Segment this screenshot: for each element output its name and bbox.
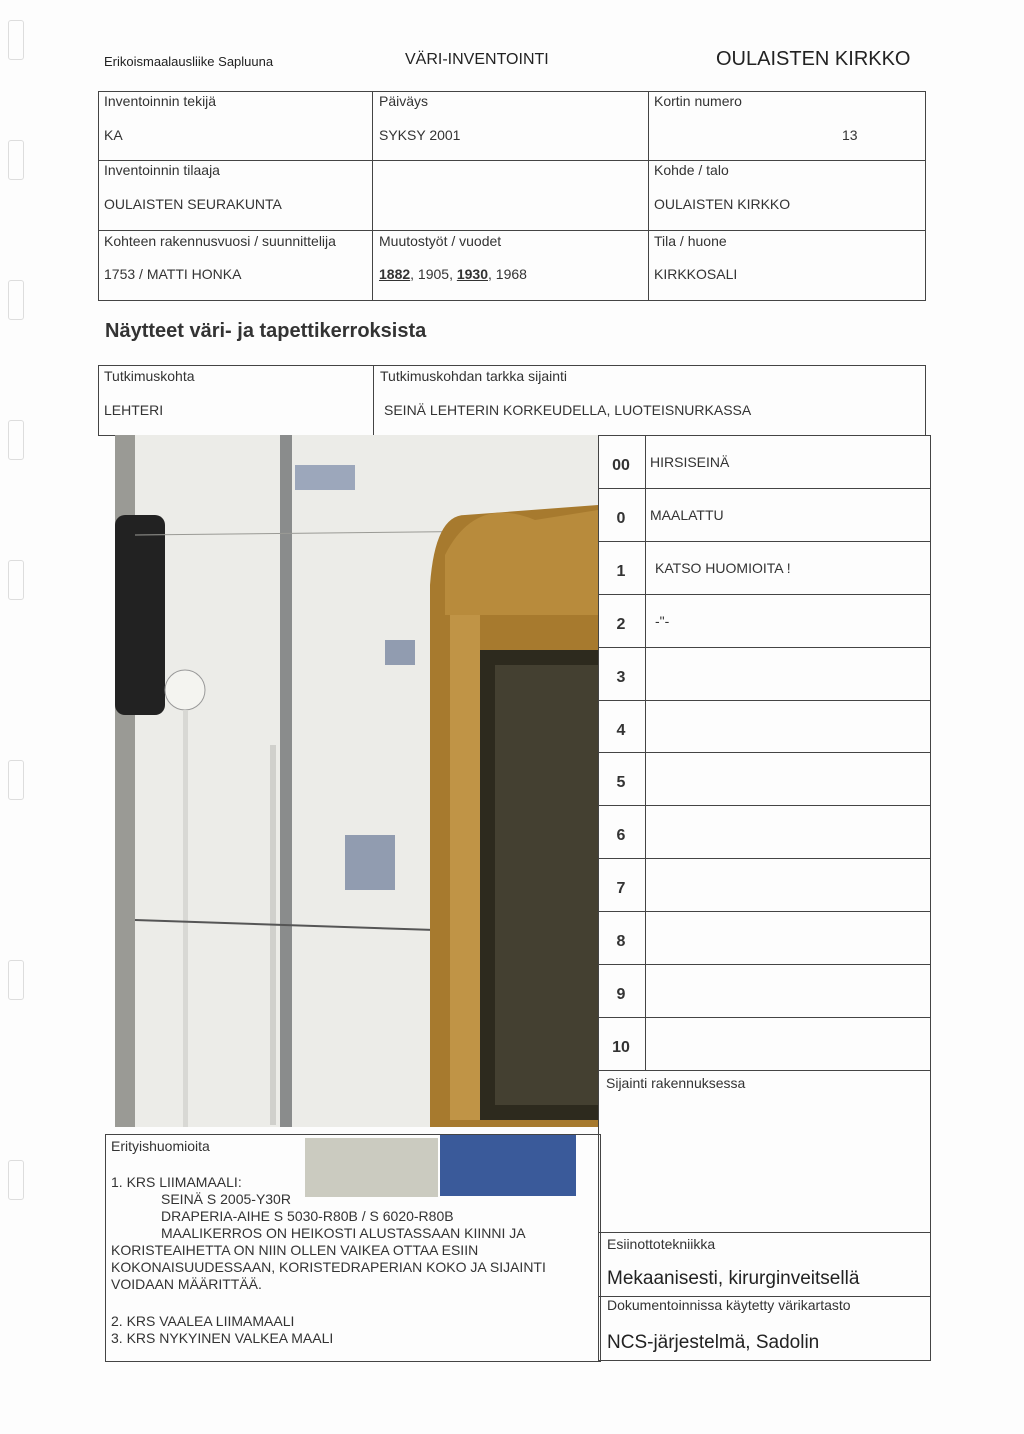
- layer-number: 0: [616, 509, 626, 527]
- layer-number: 10: [612, 1038, 630, 1056]
- layer-description: MAALATTU: [650, 506, 724, 523]
- layer-number: 1: [616, 562, 626, 580]
- changes-label: Muutostyöt / vuodet: [379, 233, 502, 249]
- layer-divider: [598, 1017, 931, 1018]
- binder-hole: [8, 140, 24, 180]
- note-line: KOKONAISUUDESSAAN, KORISTEDRAPERIAN KOKO JA SIJAINTI: [111, 1259, 546, 1275]
- layer-number: 8: [616, 933, 626, 951]
- note-line: VOIDAAN MÄÄRITTÄÄ.: [111, 1276, 262, 1292]
- object-value: OULAISTEN KIRKKO: [654, 196, 791, 212]
- layer-description: HIRSISEINÄ: [650, 454, 730, 470]
- layer-divider: [598, 752, 931, 753]
- spot-label: Tutkimuskohta: [104, 368, 195, 384]
- location-label: Tutkimuskohdan tarkka sijainti: [380, 368, 568, 384]
- company-name: Erikoismaalausliike Sapluuna: [104, 54, 274, 69]
- date-value: SYKSY 2001: [379, 127, 461, 143]
- notes-label: Erityishuomioita: [111, 1138, 210, 1154]
- section-title: Näytteet väri- ja tapettikerroksista: [105, 320, 427, 342]
- drapery-color-swatch: [440, 1135, 576, 1196]
- layer-divider: [598, 647, 931, 648]
- note-line: 2. KRS VAALEA LIIMAMAALI: [111, 1313, 295, 1329]
- layer-divider: [598, 488, 931, 489]
- layer-divider: [598, 700, 931, 701]
- inventor-value: KA: [104, 127, 123, 143]
- layer-divider: [598, 964, 931, 965]
- client-label: Inventoinnin tilaaja: [104, 162, 220, 178]
- layer-divider: [598, 805, 931, 806]
- layer-divider: [598, 911, 931, 912]
- binder-hole: [8, 760, 24, 800]
- location-value: SEINÄ LEHTERIN KORKEUDELLA, LUOTEISNURKASSA: [384, 402, 752, 418]
- changes-value: 1882, 1905, 1930, 1968: [379, 266, 527, 282]
- color-chart-label: Dokumentoinnissa käytetty värikartasto: [607, 1297, 851, 1313]
- wall-mirror-photo: [115, 435, 598, 1127]
- binder-hole: [8, 420, 24, 460]
- binder-hole: [8, 20, 24, 60]
- layer-divider: [598, 1070, 931, 1071]
- client-value: OULAISTEN SEURAKUNTA: [104, 196, 282, 212]
- layer-divider: [598, 594, 931, 595]
- binder-hole: [8, 1160, 24, 1200]
- form-title: VÄRI-INVENTOINTI: [405, 51, 549, 68]
- binder-hole: [8, 280, 24, 320]
- note-line: SEINÄ S 2005-Y30R: [161, 1191, 291, 1207]
- layer-divider: [598, 858, 931, 859]
- layer-description: -"-: [655, 612, 670, 629]
- note-line: 1. KRS LIIMAMAALI:: [111, 1174, 242, 1190]
- layer-number: 5: [616, 774, 626, 792]
- binder-hole: [8, 560, 24, 600]
- technique-label: Esiinottotekniikka: [607, 1236, 716, 1252]
- location-in-building-label: Sijainti rakennuksessa: [606, 1075, 746, 1091]
- date-label: Päiväys: [379, 93, 429, 109]
- note-line: 3. KRS NYKYINEN VALKEA MAALI: [111, 1330, 334, 1346]
- room-value: KIRKKOSALI: [654, 266, 738, 282]
- inventor-label: Inventoinnin tekijä: [104, 93, 217, 109]
- layer-number: 9: [616, 986, 626, 1003]
- built-label: Kohteen rakennusvuosi / suunnittelija: [104, 233, 336, 249]
- technique-value: Mekaanisesti, kirurginveitsellä: [607, 1268, 860, 1289]
- built-value: 1753 / MATTI HONKA: [104, 266, 242, 282]
- note-line: MAALIKERROS ON HEIKOSTI ALUSTASSAAN KIINNI JA: [161, 1225, 526, 1241]
- room-label: Tila / huone: [654, 233, 727, 249]
- sample-photo: [115, 435, 598, 1127]
- layer-number: 3: [616, 668, 626, 686]
- binder-hole: [8, 960, 24, 1000]
- layer-number: 6: [616, 827, 626, 845]
- layer-number: 00: [612, 457, 630, 474]
- object-label: Kohde / talo: [654, 162, 729, 178]
- wall-color-swatch: [305, 1138, 438, 1197]
- color-chart-value: NCS-järjestelmä, Sadolin: [607, 1332, 820, 1353]
- card-number-value: 13: [842, 127, 858, 143]
- layer-description: KATSO HUOMIOITA !: [655, 559, 791, 576]
- church-title: OULAISTEN KIRKKO: [716, 48, 911, 70]
- note-line: DRAPERIA-AIHE S 5030-R80B / S 6020-R80B: [161, 1208, 454, 1224]
- layer-number: 2: [616, 615, 626, 633]
- card-number-label: Kortin numero: [654, 93, 742, 109]
- spot-value: LEHTERI: [104, 402, 164, 418]
- layer-divider: [598, 541, 931, 542]
- note-line: KORISTEAIHETTA ON NIIN OLLEN VAIKEA OTTAA ESIIN: [111, 1242, 479, 1258]
- layer-number: 4: [616, 721, 626, 739]
- layer-number: 7: [616, 880, 626, 898]
